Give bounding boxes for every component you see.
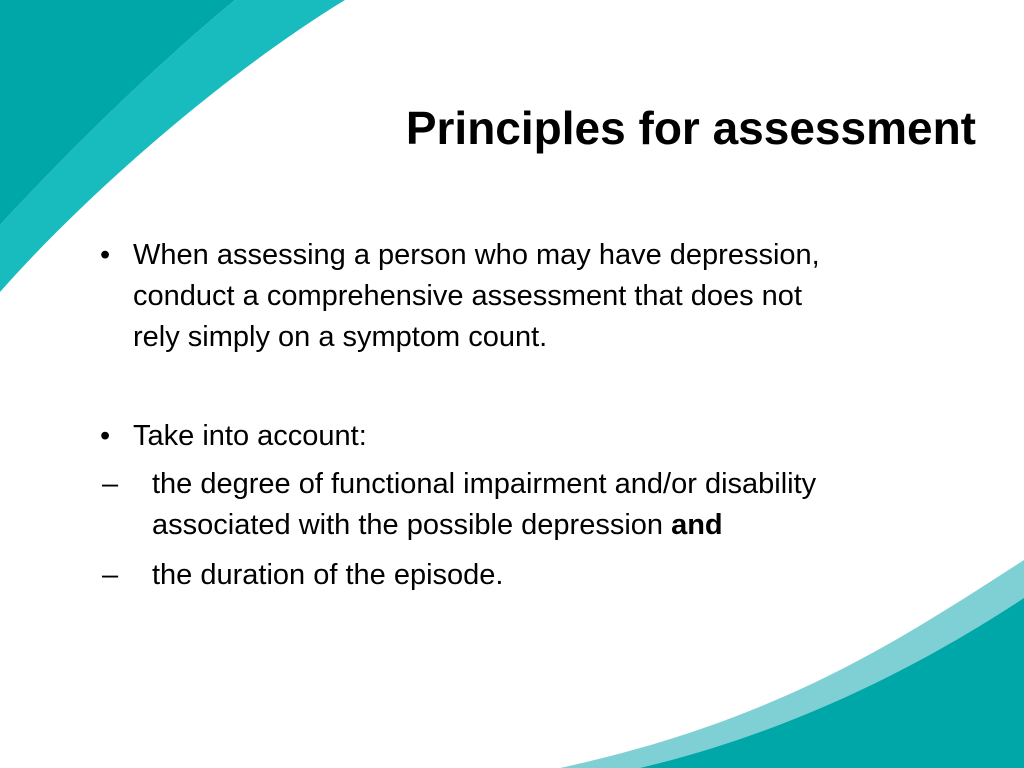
- sub-item-text: [152, 555, 503, 596]
- sub-item-text: [152, 464, 816, 546]
- bullet-text: [133, 235, 820, 358]
- slide-title: Principles for assessment: [405, 102, 976, 154]
- sub-item-text-line: the duration of the episode.: [152, 559, 504, 591]
- sub-item-text-prefix: associated with the possible depression: [152, 509, 672, 541]
- dash-marker: –: [102, 468, 119, 500]
- bullet-text-line: conduct a comprehensive assessment that does not: [133, 280, 802, 312]
- bullet-marker: •: [100, 239, 111, 271]
- emphasis-and: and: [671, 509, 723, 541]
- bullet-text: [133, 416, 367, 457]
- bullet-text-line: rely simply on a symptom count.: [133, 321, 548, 353]
- sub-item-text-line: [152, 505, 816, 546]
- sub-item-text-line: the degree of functional impairment and/or disability: [152, 468, 817, 500]
- bullet-text-line: When assessing a person who may have depression,: [133, 239, 820, 271]
- bullet-marker: •: [100, 420, 111, 452]
- dash-marker: –: [102, 559, 119, 591]
- bullet-text-line: Take into account:: [133, 420, 367, 452]
